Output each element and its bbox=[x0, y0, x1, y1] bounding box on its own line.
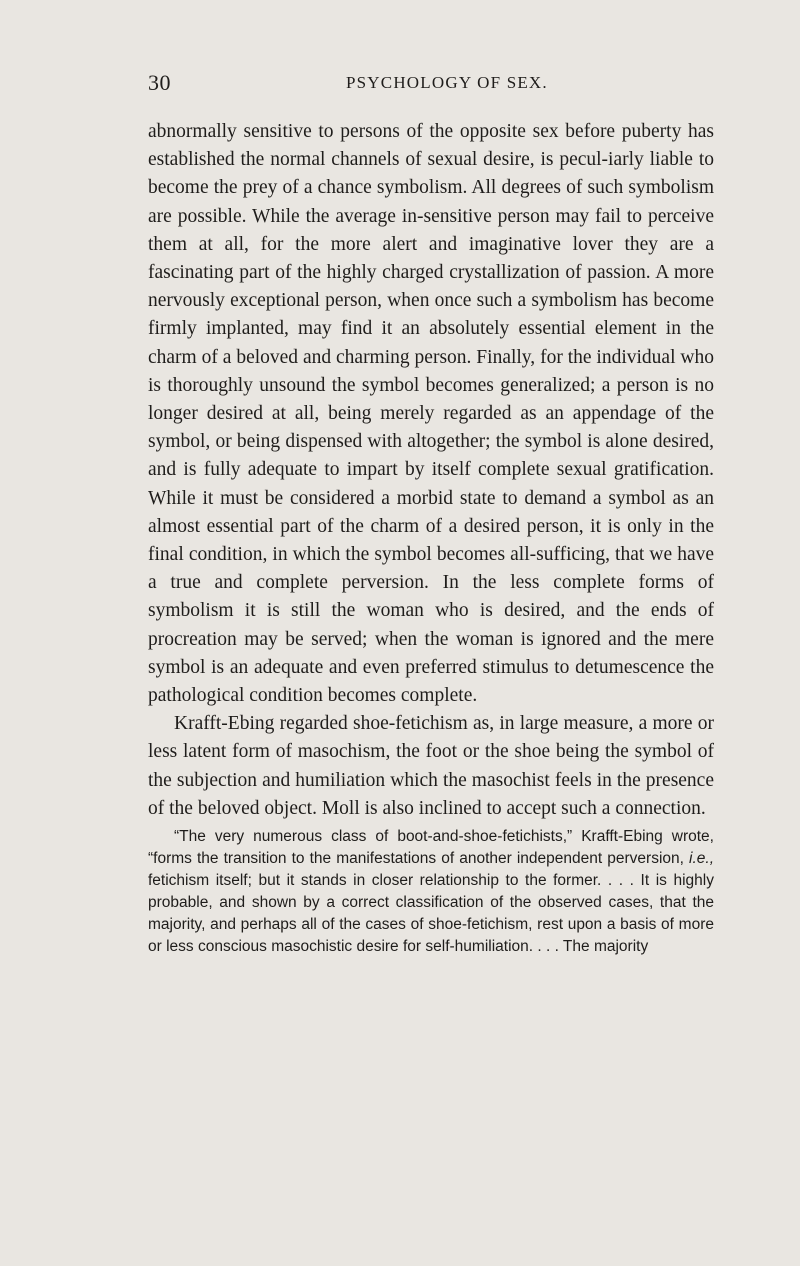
page-header bbox=[148, 70, 708, 100]
paragraph: abnormally sensitive to persons of the opposite sex before puberty has established the normal channels of sexual desire, is pecul-iarly liable to become the prey of a chance symbolism. All degrees of such symbolism are possible. While the average in-sensitive person may fail to perceive them at all, for the more alert and imaginative lover they are a fascinating part of the highly charged crystallization of passion. A more nervously exceptional person, when once such a symbolism has become firmly implanted, may find it an absolutely essential element in the charm of a beloved and charming person. Finally, for the individual who is thoroughly unsound the symbol becomes generalized; a person is no longer desired at all, being merely regarded as an appendage of the symbol, or being dispensed with altogether; the symbol is alone desired, and is fully adequate to impart by itself complete sexual gratification. While it must be considered a morbid state to demand a symbol as an almost essential part of the charm of a desired person, it is only in the final condition, in which the symbol becomes all-sufficing, that we have a true and complete perversion. In the less complete forms of symbolism it is still the woman who is desired, and the ends of procreation may be served; when the woman is ignored and the mere symbol is an adequate and even preferred stimulus to detumescence the pathological condition becomes complete. bbox=[148, 121, 714, 707]
running-title: PSYCHOLOGY OF SEX. bbox=[346, 73, 548, 92]
page-number: 30 bbox=[148, 70, 171, 95]
footnote-italic-text: i.e., bbox=[689, 850, 714, 867]
footnote bbox=[148, 826, 714, 958]
footnote-paragraph bbox=[148, 826, 714, 958]
footnote-text: fetichism itself; but it stands in closer relationship to the former. . . . It is highly probable, and shown by a correct classification of the observed cases, that the majority, and perhaps all of the cases of shoe-fetichism, rest upon a basis of more or less conscious masochistic desire for self-humiliation. . . . The majority bbox=[148, 872, 714, 955]
paragraph: Krafft-Ebing regarded shoe-fetichism as, in large measure, a more or less latent form of masochism, the foot or the shoe being the symbol of the subjection and humiliation which the masochist feels in the presence of the beloved object. Moll is also inclined to accept such a connection. bbox=[148, 713, 714, 819]
body-text bbox=[148, 118, 714, 823]
footnote-text: “The very numerous class of boot-and-shoe-fetichists,” Krafft-Ebing wrote, “forms the transition to the manifestations of another independent perversion, bbox=[148, 828, 714, 867]
